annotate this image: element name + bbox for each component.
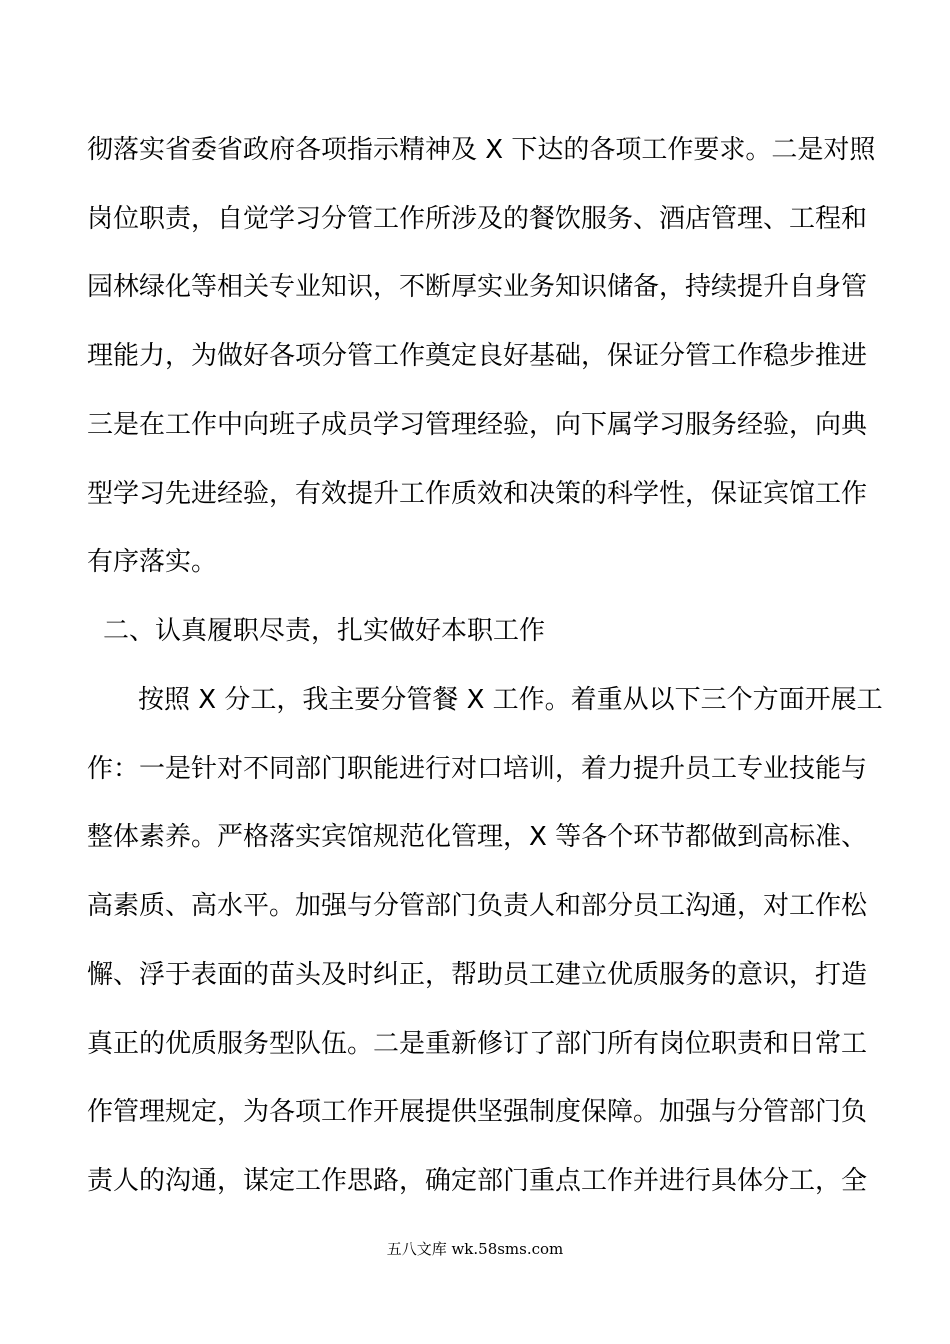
paragraph-2-line-1: 按照 X 分工，我主要分管餐 X 工作。着重从以下三个方面开展工: [138, 685, 883, 715]
paragraph-2-line-2: 作：一是针对不同部门职能进行对口培训，着力提升员工专业技能与: [87, 754, 868, 784]
paragraph-2-line-3: 整体素养。严格落实宾馆规范化管理，X 等各个环节都做到高标准、: [87, 822, 868, 852]
paragraph-2-line-7: 作管理规定，为各项工作开展提供坚强制度保障。加强与分管部门负: [87, 1097, 868, 1127]
paragraph-1-line-7: 有序落实。: [87, 547, 218, 577]
section-heading: 二、认真履职尽责，扎实做好本职工作: [103, 616, 546, 646]
footer-watermark: 五八文库 wk.58sms.com: [386, 1240, 564, 1258]
paragraph-2-line-5: 懈、浮于表面的苗头及时纠正，帮助员工建立优质服务的意识，打造: [87, 960, 868, 990]
paragraph-1-line-5: 三是在工作中向班子成员学习管理经验，向下属学习服务经验，向典: [87, 410, 868, 440]
paragraph-1-line-1: 彻落实省委省政府各项指示精神及 X 下达的各项工作要求。二是对照: [87, 135, 876, 165]
paragraph-1-line-6: 型学习先进经验，有效提升工作质效和决策的科学性，保证宾馆工作: [87, 479, 868, 509]
paragraph-2-line-8: 责人的沟通，谋定工作思路，确定部门重点工作并进行具体分工，全: [87, 1166, 868, 1196]
paragraph-1-line-4: 理能力，为做好各项分管工作奠定良好基础，保证分管工作稳步推进: [87, 341, 868, 371]
paragraph-1-line-2: 岗位职责，自觉学习分管工作所涉及的餐饮服务、酒店管理、工程和: [87, 204, 868, 234]
paragraph-2-line-6: 真正的优质服务型队伍。二是重新修订了部门所有岗位职责和日常工: [87, 1029, 868, 1059]
paragraph-2-line-4: 高素质、高水平。加强与分管部门负责人和部分员工沟通，对工作松: [87, 891, 868, 921]
paragraph-1-line-3: 园林绿化等相关专业知识，不断厚实业务知识储备，持续提升自身管: [87, 272, 868, 302]
